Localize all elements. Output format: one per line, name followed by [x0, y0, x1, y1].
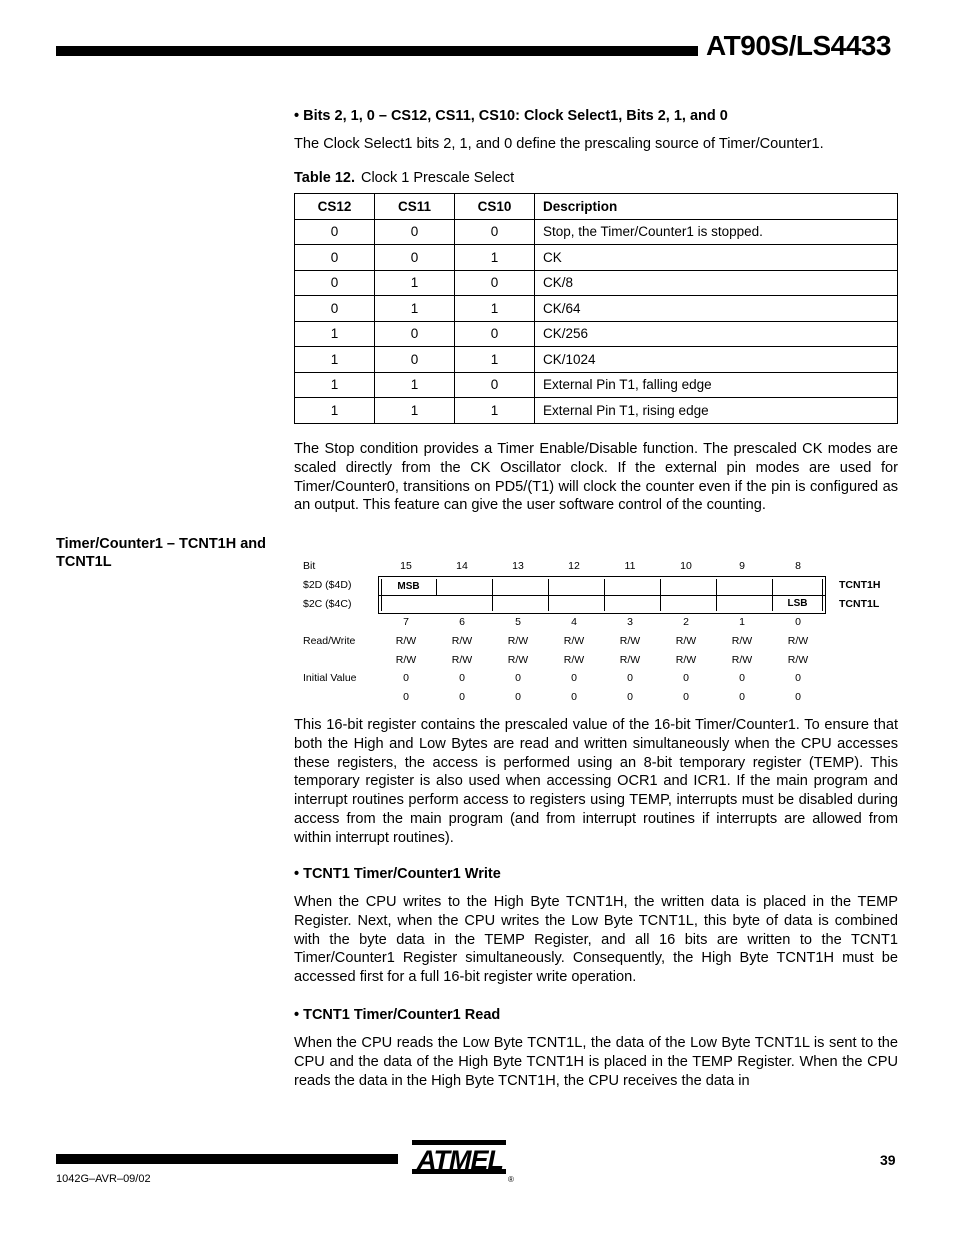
- cell-cs11: 1: [375, 296, 455, 322]
- initial-value-label: Initial Value: [303, 672, 357, 684]
- initial-value: 0: [459, 691, 465, 703]
- read-write-value: R/W: [675, 654, 697, 666]
- cell-cs10: 1: [455, 398, 535, 424]
- table-row: [295, 321, 898, 347]
- atmel-logo-icon: [410, 1136, 514, 1184]
- register-name-high: TCNT1H: [839, 579, 881, 591]
- cell-cs12: 0: [295, 245, 375, 271]
- bit-number: 0: [795, 616, 801, 628]
- read-write-value: R/W: [787, 635, 809, 647]
- bit-number: 6: [459, 616, 465, 628]
- clock-select-bullet-heading: • Bits 2, 1, 0 – CS12, CS11, CS10: Clock Select1, Bits 2, 1, and 0: [294, 108, 728, 124]
- cell-cs10: 0: [455, 219, 535, 245]
- prescale-table: [294, 193, 898, 424]
- register-cell-lsb: LSB: [787, 598, 808, 609]
- table-label: Table 12.: [294, 170, 355, 186]
- bit-number: 9: [739, 560, 745, 572]
- register-bit-label: Bit: [303, 560, 316, 572]
- table-row: [295, 219, 898, 245]
- cell-cs10: 0: [455, 372, 535, 398]
- clock-select-intro: The Clock Select1 bits 2, 1, and 0 define the prescaling source of Timer/Counter1.: [294, 136, 824, 152]
- table-row: [295, 245, 898, 271]
- read-write-row-high: [378, 635, 826, 647]
- cell-cs11: 0: [375, 245, 455, 271]
- tcnt1-read-bullet-heading: • TCNT1 Timer/Counter1 Read: [294, 1007, 501, 1023]
- initial-value: 0: [795, 691, 801, 703]
- read-write-value: R/W: [563, 654, 585, 666]
- cell-description: CK: [535, 245, 898, 271]
- cell-cs11: 1: [375, 398, 455, 424]
- bit-number: 7: [403, 616, 409, 628]
- column-header-description: Description: [535, 194, 898, 220]
- cell-cs12: 0: [295, 270, 375, 296]
- initial-value: 0: [571, 672, 577, 684]
- cell-cs11: 0: [375, 321, 455, 347]
- bit-number: 4: [571, 616, 577, 628]
- register-address-low: $2C ($4C): [303, 598, 352, 610]
- bit-number: 14: [456, 560, 468, 572]
- register-cell: [605, 579, 661, 611]
- read-write-value: R/W: [675, 635, 697, 647]
- read-write-value: R/W: [451, 635, 473, 647]
- initial-value-row-high: [378, 672, 826, 684]
- tcnt1-write-paragraph: When the CPU writes to the High Byte TCNT1H, the written data is placed in the TEMP Register. Next, when the CPU writes the Low Byte TCNT1L, this byte of data is combined with the byte data in the TEMP Register, and all 16 bits are written to the TCNT1 Timer/Counter1 Register simultaneously. Consequently, the High Byte TCNT1H must be accessed first for a full 16-bit register write operation.: [294, 894, 898, 986]
- bit-number: 10: [680, 560, 692, 572]
- logo-lettering: ATMEL: [417, 1145, 503, 1175]
- bit-number: 13: [512, 560, 524, 572]
- cell-cs12: 1: [295, 398, 375, 424]
- document-code: 1042G–AVR–09/02: [56, 1173, 151, 1185]
- table-title: Clock 1 Prescale Select: [360, 170, 515, 186]
- read-write-value: R/W: [563, 635, 585, 647]
- initial-value: 0: [403, 691, 409, 703]
- read-write-value: R/W: [507, 654, 529, 666]
- read-write-value: R/W: [731, 635, 753, 647]
- table-row: [295, 296, 898, 322]
- cell-description: CK/64: [535, 296, 898, 322]
- initial-value-row-low: [378, 691, 826, 703]
- cell-cs10: 1: [455, 347, 535, 373]
- atmel-logo: [410, 1136, 514, 1184]
- cell-cs11: 0: [375, 219, 455, 245]
- bit-number: 3: [627, 616, 633, 628]
- bit-number: 1: [739, 616, 745, 628]
- footer-rule: [56, 1154, 398, 1164]
- table-header-row: [295, 194, 898, 220]
- read-write-value: R/W: [731, 654, 753, 666]
- read-write-value: R/W: [451, 654, 473, 666]
- cell-cs12: 0: [295, 296, 375, 322]
- initial-value: 0: [739, 672, 745, 684]
- initial-value: 0: [571, 691, 577, 703]
- read-write-value: R/W: [619, 635, 641, 647]
- cell-cs10: 0: [455, 321, 535, 347]
- column-header-cs11: CS11: [375, 194, 455, 220]
- cell-cs11: 1: [375, 270, 455, 296]
- read-write-value: R/W: [507, 635, 529, 647]
- cell-cs12: 1: [295, 347, 375, 373]
- cell-description: CK/256: [535, 321, 898, 347]
- register-cell: [661, 579, 717, 611]
- initial-value: 0: [683, 672, 689, 684]
- cell-cs12: 0: [295, 219, 375, 245]
- cell-description: CK/8: [535, 270, 898, 296]
- table-caption: [294, 170, 514, 186]
- column-header-cs12: CS12: [295, 194, 375, 220]
- register-box: [378, 576, 826, 614]
- initial-value: 0: [627, 691, 633, 703]
- initial-value: 0: [739, 691, 745, 703]
- registered-mark: ®: [508, 1175, 514, 1184]
- bit-number: 2: [683, 616, 689, 628]
- cell-cs11: 1: [375, 372, 455, 398]
- table-row: [295, 270, 898, 296]
- register-divider: [381, 579, 382, 611]
- tcnt1-read-paragraph: When the CPU reads the Low Byte TCNT1L, the data of the Low Byte TCNT1L is sent to the CPU and the data of the High Byte TCNT1H is placed in the TEMP Register. When the CPU reads the data in the High Byte TCNT1H, the CPU receives the data in: [294, 1035, 898, 1089]
- tcnt1-section-heading: Timer/Counter1 – TCNT1H and TCNT1L: [56, 536, 267, 570]
- stop-condition-paragraph: The Stop condition provides a Timer Enable/Disable function. The prescaled CK modes are scaled directly from the CK Oscillator clock. If the external pin modes are used for Timer/Counter0, transitions on PD5/(T1) will clock the counter even if the pin is configured as an output. This feature can give the user software control of the counting.: [294, 441, 898, 514]
- register-cell: [717, 579, 773, 611]
- bit-number: 12: [568, 560, 580, 572]
- read-write-row-low: [378, 654, 826, 666]
- read-write-value: R/W: [787, 654, 809, 666]
- initial-value: 0: [683, 691, 689, 703]
- register-cell: [493, 579, 549, 611]
- initial-value: 0: [795, 672, 801, 684]
- read-write-value: R/W: [619, 654, 641, 666]
- register-cell-msb: MSB: [381, 579, 437, 595]
- table-row: [295, 372, 898, 398]
- register-address-high: $2D ($4D): [303, 579, 352, 591]
- register-bit-numbers-high: [378, 560, 826, 572]
- read-write-value: R/W: [395, 654, 417, 666]
- read-write-label: Read/Write: [303, 635, 356, 647]
- cell-description: CK/1024: [535, 347, 898, 373]
- bit-number: 11: [624, 560, 636, 572]
- register-cell: [549, 579, 605, 611]
- cell-description: External Pin T1, falling edge: [535, 372, 898, 398]
- bit-number: 8: [795, 560, 801, 572]
- initial-value: 0: [403, 672, 409, 684]
- read-write-value: R/W: [395, 635, 417, 647]
- table-row: [295, 398, 898, 424]
- register-cells: [381, 579, 823, 611]
- tcnt1-description-paragraph: This 16-bit register contains the prescaled value of the 16-bit Timer/Counter1. To ensure that both the High and Low Bytes are read and written simultaneously when the CPU accesses these registers, the access is performed using an 8-bit temporary register (TEMP). This temporary register is also used when accessing OCR1 and ICR1. If the main program and interrupt routines perform access to registers using TEMP, interrupts must be disabled during access from the main program (and from interrupt routines if interrupts are allowed from within interrupt routines).: [294, 717, 898, 846]
- bit-number: 5: [515, 616, 521, 628]
- register-bit-numbers-low: [378, 616, 826, 628]
- initial-value: 0: [627, 672, 633, 684]
- tcnt1-write-bullet-heading: • TCNT1 Timer/Counter1 Write: [294, 866, 501, 882]
- cell-description: External Pin T1, rising edge: [535, 398, 898, 424]
- cell-cs11: 0: [375, 347, 455, 373]
- cell-cs10: 1: [455, 296, 535, 322]
- register-cell: [437, 579, 493, 611]
- column-header-cs10: CS10: [455, 194, 535, 220]
- register-name-low: TCNT1L: [839, 598, 880, 610]
- register-divider: [822, 579, 823, 611]
- cell-cs10: 1: [455, 245, 535, 271]
- document-title: AT90S/LS4433: [706, 30, 891, 61]
- cell-cs12: 1: [295, 321, 375, 347]
- cell-cs10: 0: [455, 270, 535, 296]
- table-row: [295, 347, 898, 373]
- cell-description: Stop, the Timer/Counter1 is stopped.: [535, 219, 898, 245]
- cell-cs12: 1: [295, 372, 375, 398]
- bit-number: 15: [400, 560, 412, 572]
- initial-value: 0: [459, 672, 465, 684]
- initial-value: 0: [515, 672, 521, 684]
- page-number: 39: [880, 1152, 896, 1168]
- header-rule: [56, 46, 698, 56]
- initial-value: 0: [515, 691, 521, 703]
